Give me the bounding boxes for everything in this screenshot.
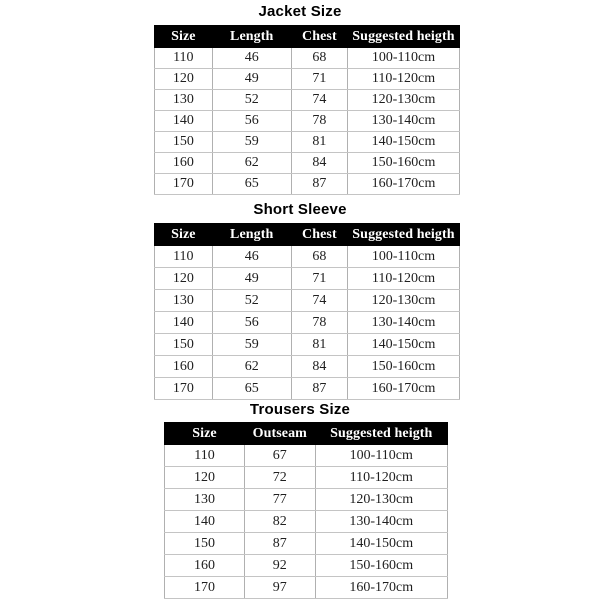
- table-row: [155, 69, 460, 90]
- table-cell: 120-130cm: [315, 489, 447, 511]
- table-cell: 130: [155, 90, 213, 111]
- table-row: [165, 445, 448, 467]
- table-row: [155, 312, 460, 334]
- table-cell: 170: [165, 577, 245, 599]
- table-row: [155, 378, 460, 400]
- table-row: [155, 174, 460, 195]
- table-cell: 110-120cm: [315, 467, 447, 489]
- table-row: [165, 467, 448, 489]
- table-cell: 160-170cm: [347, 174, 459, 195]
- table-row: [155, 132, 460, 153]
- table-row: [155, 268, 460, 290]
- table-cell: 65: [212, 378, 291, 400]
- table-cell: 84: [291, 153, 347, 174]
- table-cell: 130: [165, 489, 245, 511]
- table-cell: 140: [155, 312, 213, 334]
- table-cell: 100-110cm: [347, 48, 459, 69]
- table-cell: 140-150cm: [347, 132, 459, 153]
- table-header-row: [155, 224, 460, 246]
- table-row: [155, 48, 460, 69]
- column-header: Outseam: [244, 423, 315, 445]
- column-header: Size: [155, 224, 213, 246]
- column-header: Size: [165, 423, 245, 445]
- table-cell: 84: [291, 356, 347, 378]
- short-sleeve-table: [154, 223, 460, 400]
- table-cell: 130-140cm: [315, 511, 447, 533]
- table-cell: 100-110cm: [315, 445, 447, 467]
- table-cell: 46: [212, 246, 291, 268]
- table-row: [155, 90, 460, 111]
- table-cell: 150: [165, 533, 245, 555]
- column-header: Suggested heigth: [347, 224, 459, 246]
- table-cell: 170: [155, 174, 213, 195]
- table-cell: 71: [291, 69, 347, 90]
- table-cell: 59: [212, 334, 291, 356]
- table-cell: 110-120cm: [347, 268, 459, 290]
- table-cell: 82: [244, 511, 315, 533]
- table-cell: 150: [155, 132, 213, 153]
- table-cell: 150-160cm: [315, 555, 447, 577]
- table-cell: 92: [244, 555, 315, 577]
- column-header: Length: [212, 26, 291, 48]
- trousers-size-table-head: [165, 423, 448, 445]
- table-cell: 62: [212, 153, 291, 174]
- table-cell: 52: [212, 290, 291, 312]
- table-row: [165, 533, 448, 555]
- table-row: [155, 290, 460, 312]
- table-cell: 140-150cm: [315, 533, 447, 555]
- table-cell: 160: [155, 356, 213, 378]
- table-cell: 46: [212, 48, 291, 69]
- jacket-size-table-body: [155, 48, 460, 195]
- table-cell: 68: [291, 246, 347, 268]
- table-cell: 140-150cm: [347, 334, 459, 356]
- table-row: [165, 577, 448, 599]
- table-header-row: [165, 423, 448, 445]
- table-cell: 72: [244, 467, 315, 489]
- table-cell: 56: [212, 111, 291, 132]
- table-cell: 87: [291, 378, 347, 400]
- column-header: Suggested heigth: [347, 26, 459, 48]
- table-row: [155, 334, 460, 356]
- table-row: [155, 356, 460, 378]
- table-cell: 120: [155, 268, 213, 290]
- short-sleeve-table-head: [155, 224, 460, 246]
- table-cell: 140: [155, 111, 213, 132]
- column-header: Size: [155, 26, 213, 48]
- table-cell: 110: [165, 445, 245, 467]
- table-cell: 87: [244, 533, 315, 555]
- table-cell: 170: [155, 378, 213, 400]
- column-header: Length: [212, 224, 291, 246]
- table-cell: 130-140cm: [347, 111, 459, 132]
- table-cell: 120-130cm: [347, 290, 459, 312]
- table-row: [165, 555, 448, 577]
- table-cell: 160-170cm: [347, 378, 459, 400]
- table-cell: 150-160cm: [347, 153, 459, 174]
- table-row: [165, 489, 448, 511]
- table-row: [155, 153, 460, 174]
- table-cell: 77: [244, 489, 315, 511]
- table-cell: 62: [212, 356, 291, 378]
- table-cell: 65: [212, 174, 291, 195]
- jacket-size-title: Jacket Size: [258, 3, 342, 20]
- jacket-size-table: [154, 25, 460, 195]
- table-cell: 110: [155, 246, 213, 268]
- table-header-row: [155, 26, 460, 48]
- column-header: Chest: [291, 224, 347, 246]
- table-cell: 150: [155, 334, 213, 356]
- table-row: [165, 511, 448, 533]
- table-cell: 68: [291, 48, 347, 69]
- table-cell: 87: [291, 174, 347, 195]
- table-cell: 78: [291, 111, 347, 132]
- table-cell: 110-120cm: [347, 69, 459, 90]
- table-cell: 130: [155, 290, 213, 312]
- table-cell: 160: [165, 555, 245, 577]
- column-header: Chest: [291, 26, 347, 48]
- table-cell: 81: [291, 132, 347, 153]
- table-cell: 59: [212, 132, 291, 153]
- table-cell: 67: [244, 445, 315, 467]
- table-row: [155, 111, 460, 132]
- table-cell: 100-110cm: [347, 246, 459, 268]
- trousers-size-table-body: [165, 445, 448, 599]
- table-cell: 130-140cm: [347, 312, 459, 334]
- column-header: Suggested heigth: [315, 423, 447, 445]
- table-cell: 150-160cm: [347, 356, 459, 378]
- table-cell: 81: [291, 334, 347, 356]
- short-sleeve-table-body: [155, 246, 460, 400]
- table-cell: 74: [291, 90, 347, 111]
- trousers-size-title: Trousers Size: [249, 401, 351, 418]
- table-cell: 110: [155, 48, 213, 69]
- table-cell: 120: [165, 467, 245, 489]
- table-cell: 160: [155, 153, 213, 174]
- table-cell: 49: [212, 268, 291, 290]
- table-row: [155, 246, 460, 268]
- table-cell: 49: [212, 69, 291, 90]
- table-cell: 52: [212, 90, 291, 111]
- table-cell: 140: [165, 511, 245, 533]
- table-cell: 71: [291, 268, 347, 290]
- trousers-size-table: [164, 422, 448, 599]
- short-sleeve-title: Short Sleeve: [253, 201, 347, 218]
- table-cell: 78: [291, 312, 347, 334]
- table-cell: 97: [244, 577, 315, 599]
- table-cell: 120: [155, 69, 213, 90]
- table-cell: 120-130cm: [347, 90, 459, 111]
- jacket-size-table-head: [155, 26, 460, 48]
- table-cell: 160-170cm: [315, 577, 447, 599]
- table-cell: 56: [212, 312, 291, 334]
- table-cell: 74: [291, 290, 347, 312]
